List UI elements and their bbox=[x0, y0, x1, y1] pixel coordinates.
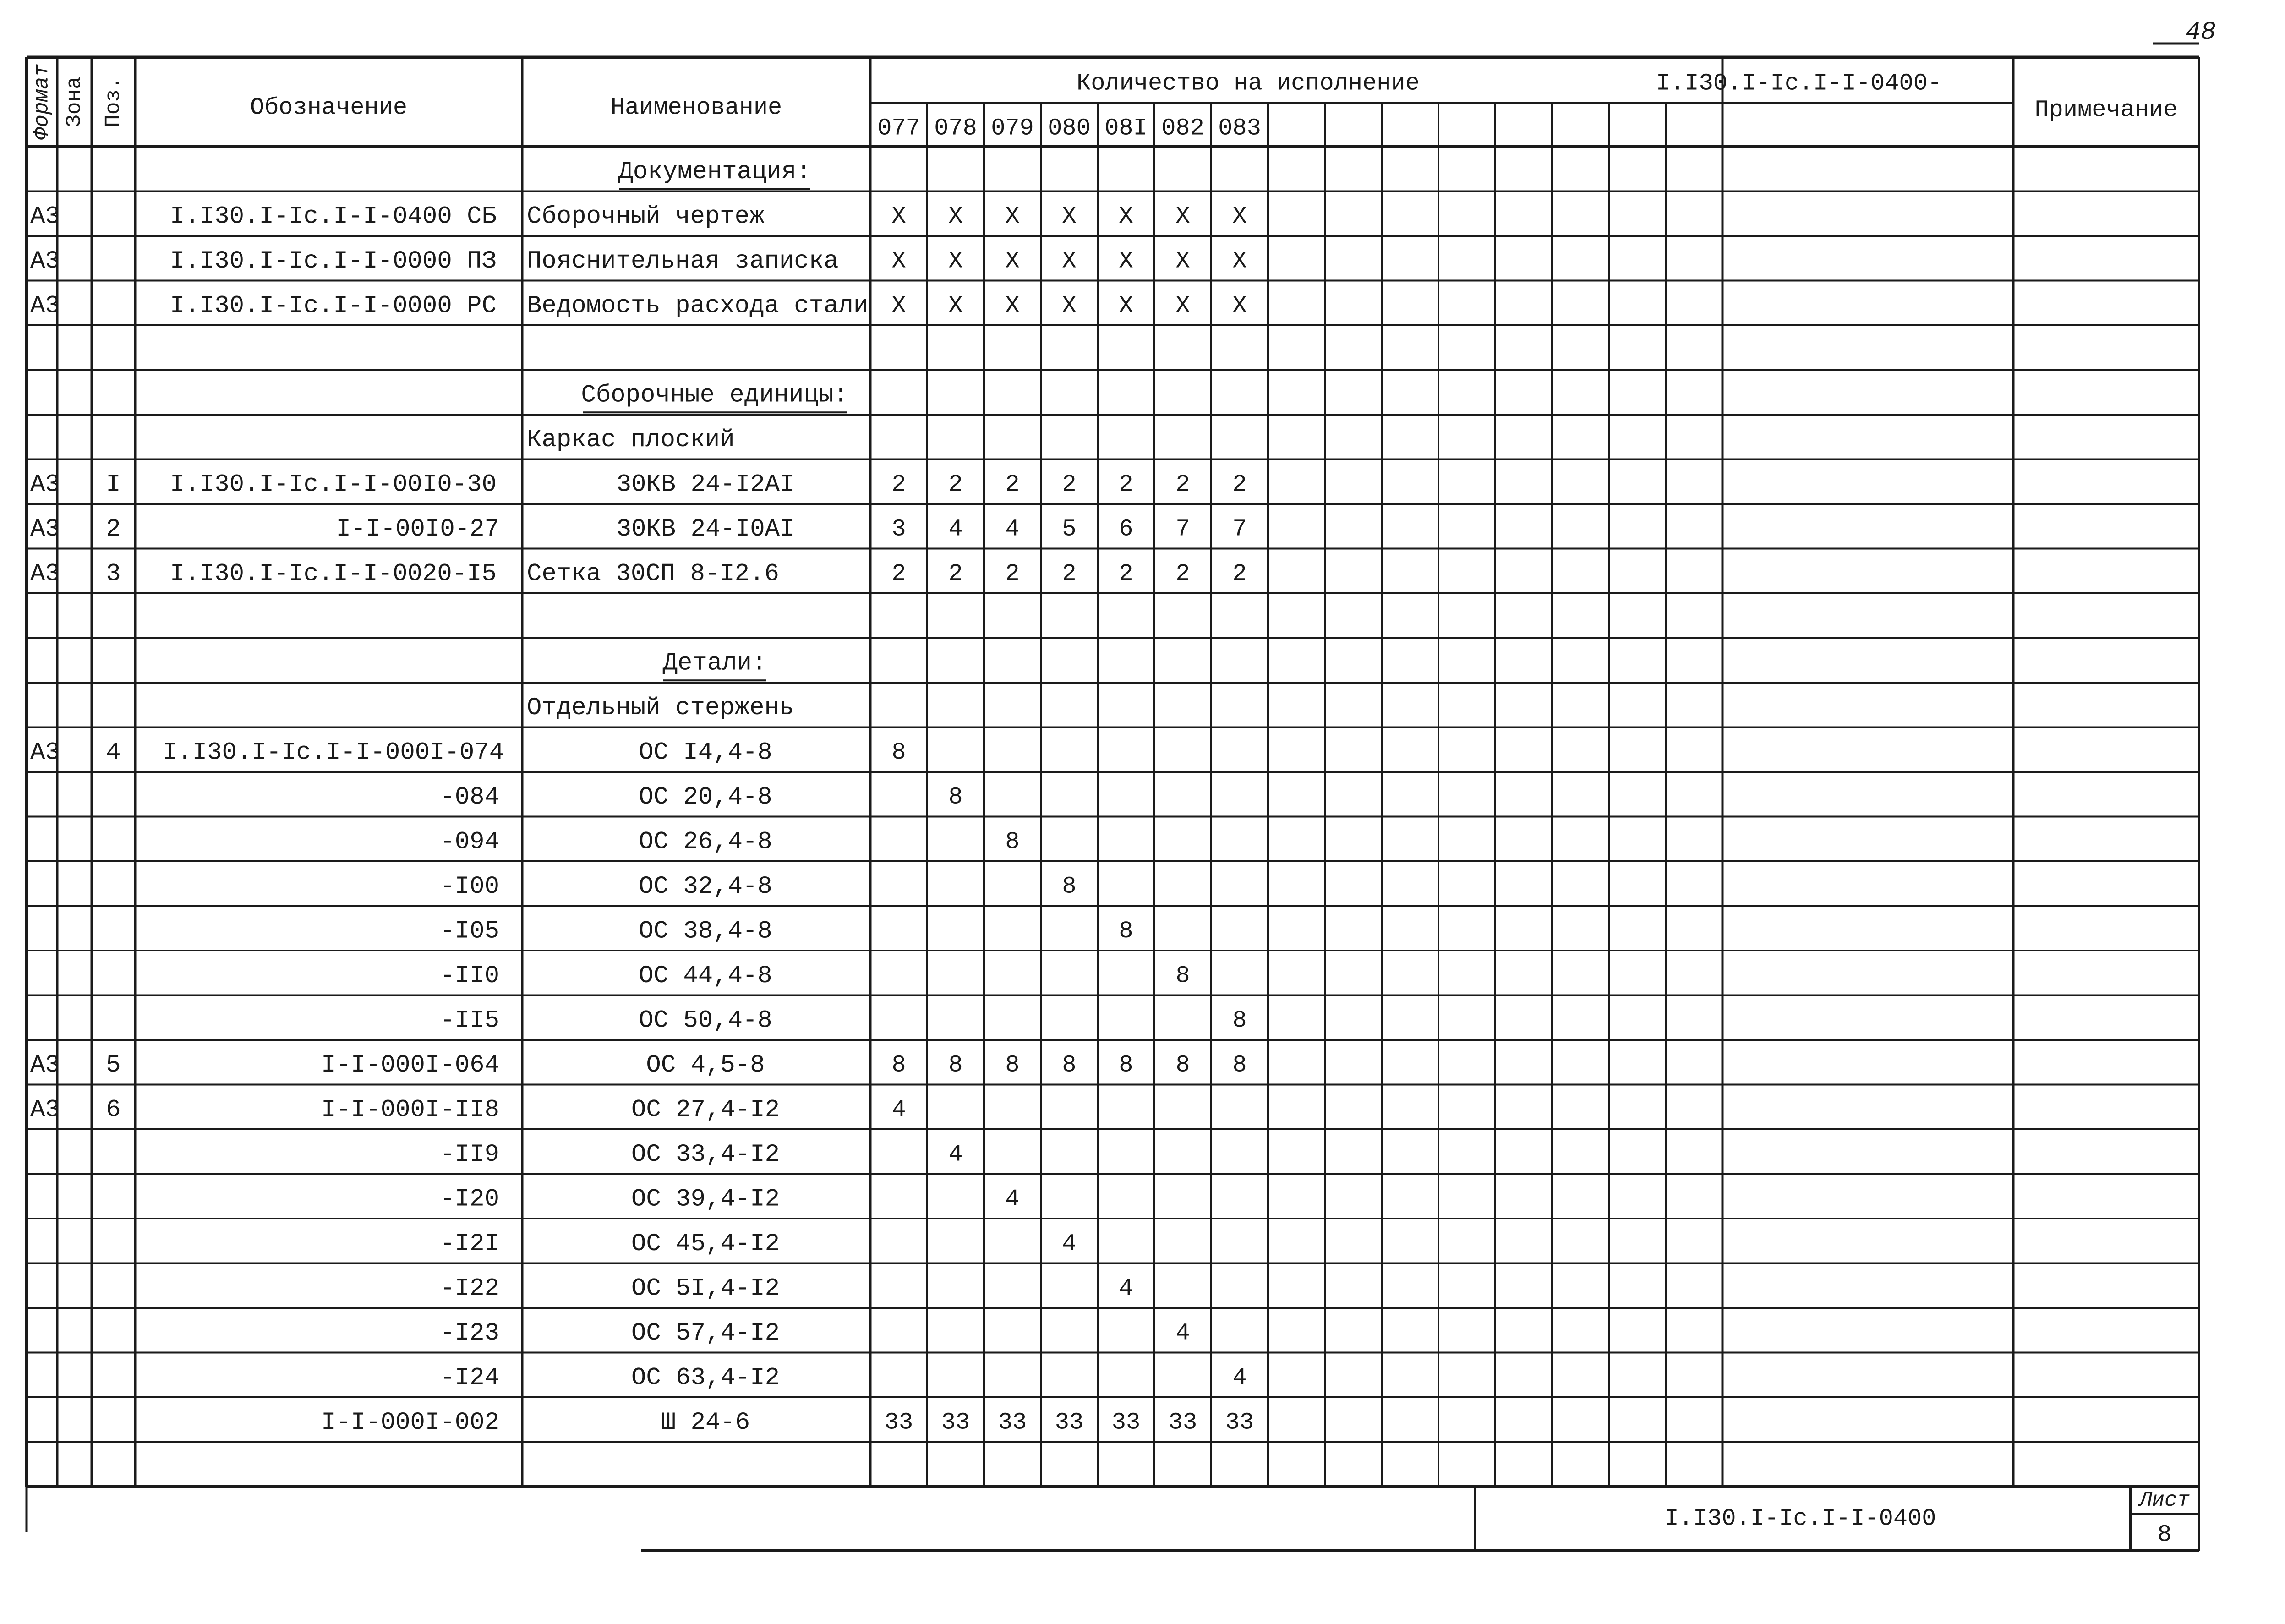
qty-cell: 4 bbox=[1005, 515, 1020, 543]
header-variant-08I: 08I bbox=[1104, 115, 1148, 142]
qty-cell: X bbox=[948, 292, 963, 319]
row-name: ОС 5I,4-I2 bbox=[631, 1274, 780, 1303]
qty-cell: X bbox=[1119, 202, 1133, 230]
row-designation: -I20 bbox=[440, 1185, 499, 1214]
row-name: ОС 4,5-8 bbox=[646, 1051, 765, 1080]
qty-cell: 2 bbox=[1062, 560, 1077, 587]
qty-cell: 8 bbox=[1175, 1051, 1190, 1079]
row-designation: -084 bbox=[440, 783, 499, 812]
qty-cell: X bbox=[1175, 247, 1190, 275]
sheet-label: Лист bbox=[2139, 1488, 2190, 1513]
row-format: А3 bbox=[30, 1096, 60, 1124]
row-name: Сетка 30СП 8-I2.6 bbox=[527, 560, 779, 588]
qty-cell: 33 bbox=[941, 1409, 970, 1436]
row-name: ОС 27,4-I2 bbox=[631, 1096, 780, 1124]
qty-cell: X bbox=[1062, 292, 1077, 319]
section-heading: Сборочные единицы: bbox=[581, 381, 848, 410]
row-designation: -I24 bbox=[440, 1364, 499, 1392]
row-name: ОС 38,4-8 bbox=[639, 917, 772, 946]
qty-cell: 2 bbox=[1232, 470, 1247, 498]
qty-cell: X bbox=[1232, 202, 1247, 230]
row-name: ОС 26,4-8 bbox=[639, 828, 772, 856]
row-format: А3 bbox=[30, 247, 60, 276]
qty-cell: X bbox=[1062, 247, 1077, 275]
qty-cell: 8 bbox=[1232, 1006, 1247, 1034]
section-heading: Детали: bbox=[662, 649, 767, 678]
row-name: 30КВ 24-I2АI bbox=[616, 470, 795, 499]
qty-cell: X bbox=[1005, 202, 1020, 230]
header-variant-083: 083 bbox=[1218, 115, 1261, 142]
page-mark: 48 bbox=[2185, 17, 2216, 47]
qty-cell: 4 bbox=[1175, 1319, 1190, 1347]
qty-cell: X bbox=[1005, 292, 1020, 319]
qty-cell: 2 bbox=[1119, 470, 1133, 498]
qty-cell: X bbox=[1232, 247, 1247, 275]
qty-cell: 8 bbox=[1005, 828, 1020, 855]
qty-cell: 2 bbox=[891, 470, 906, 498]
row-position: 5 bbox=[106, 1051, 121, 1080]
qty-cell: 7 bbox=[1232, 515, 1247, 543]
header-variant-079: 079 bbox=[991, 115, 1034, 142]
header-variant-077: 077 bbox=[877, 115, 920, 142]
row-designation: -I2I bbox=[440, 1230, 499, 1258]
row-name: ОС 44,4-8 bbox=[639, 962, 772, 990]
row-format: А3 bbox=[30, 1051, 60, 1080]
row-position: 6 bbox=[106, 1096, 121, 1124]
doc-number: I.I30.I-Ic.I-I-0400 bbox=[1664, 1505, 1936, 1532]
sheet-number: 8 bbox=[2157, 1521, 2172, 1548]
qty-cell: 2 bbox=[1232, 560, 1247, 587]
row-name: ОС 20,4-8 bbox=[639, 783, 772, 812]
row-format: А3 bbox=[30, 292, 60, 320]
row-position: 3 bbox=[106, 560, 121, 588]
qty-cell: 33 bbox=[1055, 1409, 1084, 1436]
qty-cell: 8 bbox=[1232, 1051, 1247, 1079]
qty-cell: 2 bbox=[1119, 560, 1133, 587]
qty-cell: 33 bbox=[884, 1409, 913, 1436]
qty-cell: 2 bbox=[1062, 470, 1077, 498]
qty-cell: 8 bbox=[948, 1051, 963, 1079]
qty-cell: X bbox=[891, 247, 906, 275]
row-designation: I-I-000I-064 bbox=[321, 1051, 499, 1080]
row-designation: I.I30.I-Ic.I-I-0000 ПЗ bbox=[170, 247, 497, 276]
qty-cell: X bbox=[948, 247, 963, 275]
qty-cell: 33 bbox=[998, 1409, 1027, 1436]
header-variant-078: 078 bbox=[934, 115, 977, 142]
row-format: А3 bbox=[30, 515, 60, 544]
qty-cell: 4 bbox=[948, 1141, 963, 1168]
section-heading: Документация: bbox=[618, 158, 811, 186]
row-name: Сборочный чертеж bbox=[527, 202, 765, 231]
row-designation: -II0 bbox=[440, 962, 499, 990]
qty-cell: 4 bbox=[891, 1096, 906, 1123]
header-variant-082: 082 bbox=[1161, 115, 1204, 142]
header-pos: Поз. bbox=[101, 77, 126, 127]
qty-cell: 2 bbox=[1005, 560, 1020, 587]
qty-cell: 8 bbox=[891, 1051, 906, 1079]
qty-cell: 4 bbox=[1232, 1364, 1247, 1391]
row-designation: -I05 bbox=[440, 917, 499, 946]
row-format: А3 bbox=[30, 560, 60, 588]
qty-cell: 4 bbox=[1005, 1185, 1020, 1213]
qty-cell: X bbox=[1175, 292, 1190, 319]
row-designation: -094 bbox=[440, 828, 499, 856]
row-name: Ведомость расхода стали bbox=[527, 292, 869, 320]
header-variant-prefix: I.I30.I-Ic.I-I-0400- bbox=[1656, 70, 1942, 97]
qty-cell: 33 bbox=[1111, 1409, 1141, 1436]
header-note: Примечание bbox=[2034, 96, 2178, 124]
row-designation: -I23 bbox=[440, 1319, 499, 1348]
qty-cell: 2 bbox=[1005, 470, 1020, 498]
row-designation: -I22 bbox=[440, 1274, 499, 1303]
title-block bbox=[1665, 1488, 2190, 1548]
qty-cell: 3 bbox=[891, 515, 906, 543]
qty-cell: 8 bbox=[948, 783, 963, 811]
row-name: ОС 57,4-I2 bbox=[631, 1319, 780, 1348]
header-variant-080: 080 bbox=[1048, 115, 1091, 142]
qty-cell: 8 bbox=[1175, 962, 1190, 990]
qty-cell: X bbox=[1005, 247, 1020, 275]
row-designation: I.I30.I-Ic.I-I-0400 СБ bbox=[170, 202, 497, 231]
row-name: Пояснительная записка bbox=[527, 247, 839, 276]
row-name: ОС 63,4-I2 bbox=[631, 1364, 780, 1392]
qty-cell: 8 bbox=[891, 738, 906, 766]
qty-cell: 7 bbox=[1175, 515, 1190, 543]
qty-cell: X bbox=[1232, 292, 1247, 319]
header-format: Формат bbox=[30, 64, 54, 140]
qty-cell: 33 bbox=[1168, 1409, 1197, 1436]
qty-cell: 4 bbox=[1119, 1274, 1133, 1302]
qty-cell: 5 bbox=[1062, 515, 1077, 543]
row-name: ОС 33,4-I2 bbox=[631, 1141, 780, 1169]
row-format: А3 bbox=[30, 202, 60, 231]
qty-cell: 2 bbox=[1175, 470, 1190, 498]
qty-cell: X bbox=[948, 202, 963, 230]
qty-cell: X bbox=[1119, 292, 1133, 319]
table-body bbox=[30, 158, 1254, 1437]
qty-cell: X bbox=[1062, 202, 1077, 230]
row-name: ОС 50,4-8 bbox=[639, 1006, 772, 1035]
qty-cell: 2 bbox=[948, 470, 963, 498]
row-designation: I.I30.I-Ic.I-I-0020-I5 bbox=[170, 560, 497, 588]
qty-cell: 2 bbox=[948, 560, 963, 587]
row-position: 2 bbox=[106, 515, 121, 544]
qty-cell: X bbox=[891, 292, 906, 319]
row-name: Ш 24-6 bbox=[661, 1409, 750, 1437]
qty-cell: 8 bbox=[1062, 1051, 1077, 1079]
row-name: Каркас плоский bbox=[527, 426, 735, 454]
row-name: ОС I4,4-8 bbox=[639, 738, 772, 767]
header-name: Наименование bbox=[610, 94, 782, 121]
qty-cell: 6 bbox=[1119, 515, 1133, 543]
row-designation: -II5 bbox=[440, 1006, 499, 1035]
row-designation: I-I-000I-II8 bbox=[321, 1096, 499, 1124]
row-format: А3 bbox=[30, 738, 60, 767]
qty-cell: 33 bbox=[1225, 1409, 1254, 1436]
qty-cell: 8 bbox=[1119, 1051, 1133, 1079]
qty-cell: X bbox=[891, 202, 906, 230]
row-designation: I-I-000I-002 bbox=[321, 1409, 499, 1437]
qty-cell: X bbox=[1175, 202, 1190, 230]
row-name: 30КВ 24-I0АI bbox=[616, 515, 795, 544]
row-position: 4 bbox=[106, 738, 121, 767]
row-name: ОС 32,4-8 bbox=[639, 873, 772, 901]
row-name: Отдельный стержень bbox=[527, 694, 794, 722]
row-format: А3 bbox=[30, 470, 60, 499]
row-designation: I-I-00I0-27 bbox=[336, 515, 499, 544]
qty-cell: 8 bbox=[1005, 1051, 1020, 1079]
qty-cell: 4 bbox=[948, 515, 963, 543]
row-designation: I.I30.I-Ic.I-I-000I-074 bbox=[162, 738, 504, 767]
row-designation: -I00 bbox=[440, 873, 499, 901]
row-position: I bbox=[106, 470, 121, 499]
row-designation: -II9 bbox=[440, 1141, 499, 1169]
header-zone: Зона bbox=[62, 77, 87, 127]
qty-cell: 8 bbox=[1062, 873, 1077, 900]
qty-cell: 2 bbox=[1175, 560, 1190, 587]
qty-cell: 2 bbox=[891, 560, 906, 587]
qty-cell: 8 bbox=[1119, 917, 1133, 945]
header-designation: Обозначение bbox=[250, 94, 408, 121]
qty-cell: X bbox=[1119, 247, 1133, 275]
row-designation: I.I30.I-Ic.I-I-0000 РС bbox=[170, 292, 497, 320]
qty-cell: 4 bbox=[1062, 1230, 1077, 1258]
header-quantity-label: Количество на исполнение bbox=[1077, 70, 1420, 97]
row-designation: I.I30.I-Ic.I-I-00I0-30 bbox=[170, 470, 497, 499]
row-name: ОС 45,4-I2 bbox=[631, 1230, 780, 1258]
row-name: ОС 39,4-I2 bbox=[631, 1185, 780, 1214]
